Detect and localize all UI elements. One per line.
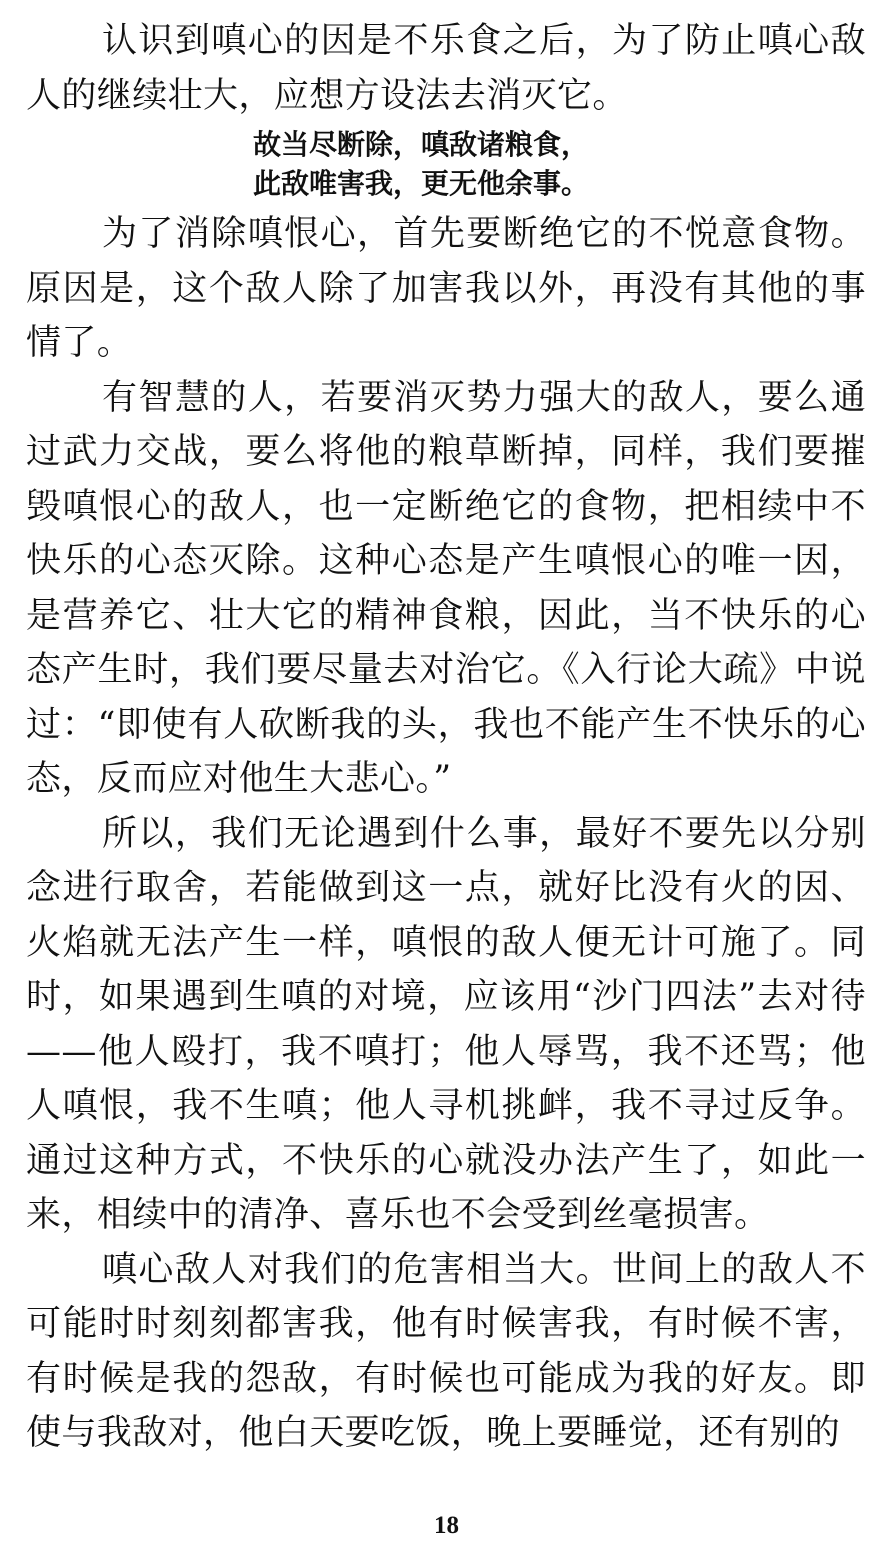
paragraph-2: 为了消除嗔恨心，首先要断绝它的不悦意食物。原因是，这个敌人除了加害我以外，再没有其他的事情了。	[26, 214, 866, 363]
page-number: 18	[434, 1512, 459, 1539]
verse-line-2: 此敌唯害我，更无他余事。	[253, 167, 590, 200]
paragraph-3: 有智慧的人，若要消灭势力强大的敌人，要么通过武力交战，要么将他的粮草断掉，同样，我们要摧毁嗔恨心的敌人，也一定断绝它的食物，把相续中不快乐的心态灭除。这种心态是产生嗔恨心的唯一因，是营养它、壮大它的精神食粮，因此，当不快乐的心态产生时，我们要尽量去对治它。《入行论大疏》中说过：“即使有人砍断我的头，我也不能产生不快乐的心态，反而应对他生大悲心。”	[26, 377, 866, 799]
verse-line-1: 故当尽断除，嗔敌诸粮食，	[253, 128, 590, 161]
verse-block	[26, 123, 866, 207]
paragraph-5: 嗔心敌人对我们的危害相当大。世间上的敌人不可能时时刻刻都害我，他有时候害我，有时候不害，有时候是我的怨敌，有时候也可能成为我的好友。即使与我敌对，他白天要吃饭，晚上要睡觉，还有别的	[26, 1249, 866, 1453]
paragraph-4: 所以，我们无论遇到什么事，最好不要先以分别念进行取舍，若能做到这一点，就好比没有火的因、火焰就无法产生一样，嗔恨的敌人便无计可施了。同时，如果遇到生嗔的对境，应该用“沙门四法”去对待——他人殴打，我不嗔打；他人辱骂，我不还骂；他人嗔恨，我不生嗔；他人寻机挑衅，我不寻过反争。通过这种方式，不快乐的心就没办法产生了，如此一来，相续中的清净、喜乐也不会受到丝毫损害。	[26, 813, 866, 1235]
page-body	[26, 14, 866, 1461]
paragraph-1: 认识到嗔心的因是不乐食之后，为了防止嗔心敌人的继续壮大，应想方设法去消灭它。	[26, 21, 866, 116]
